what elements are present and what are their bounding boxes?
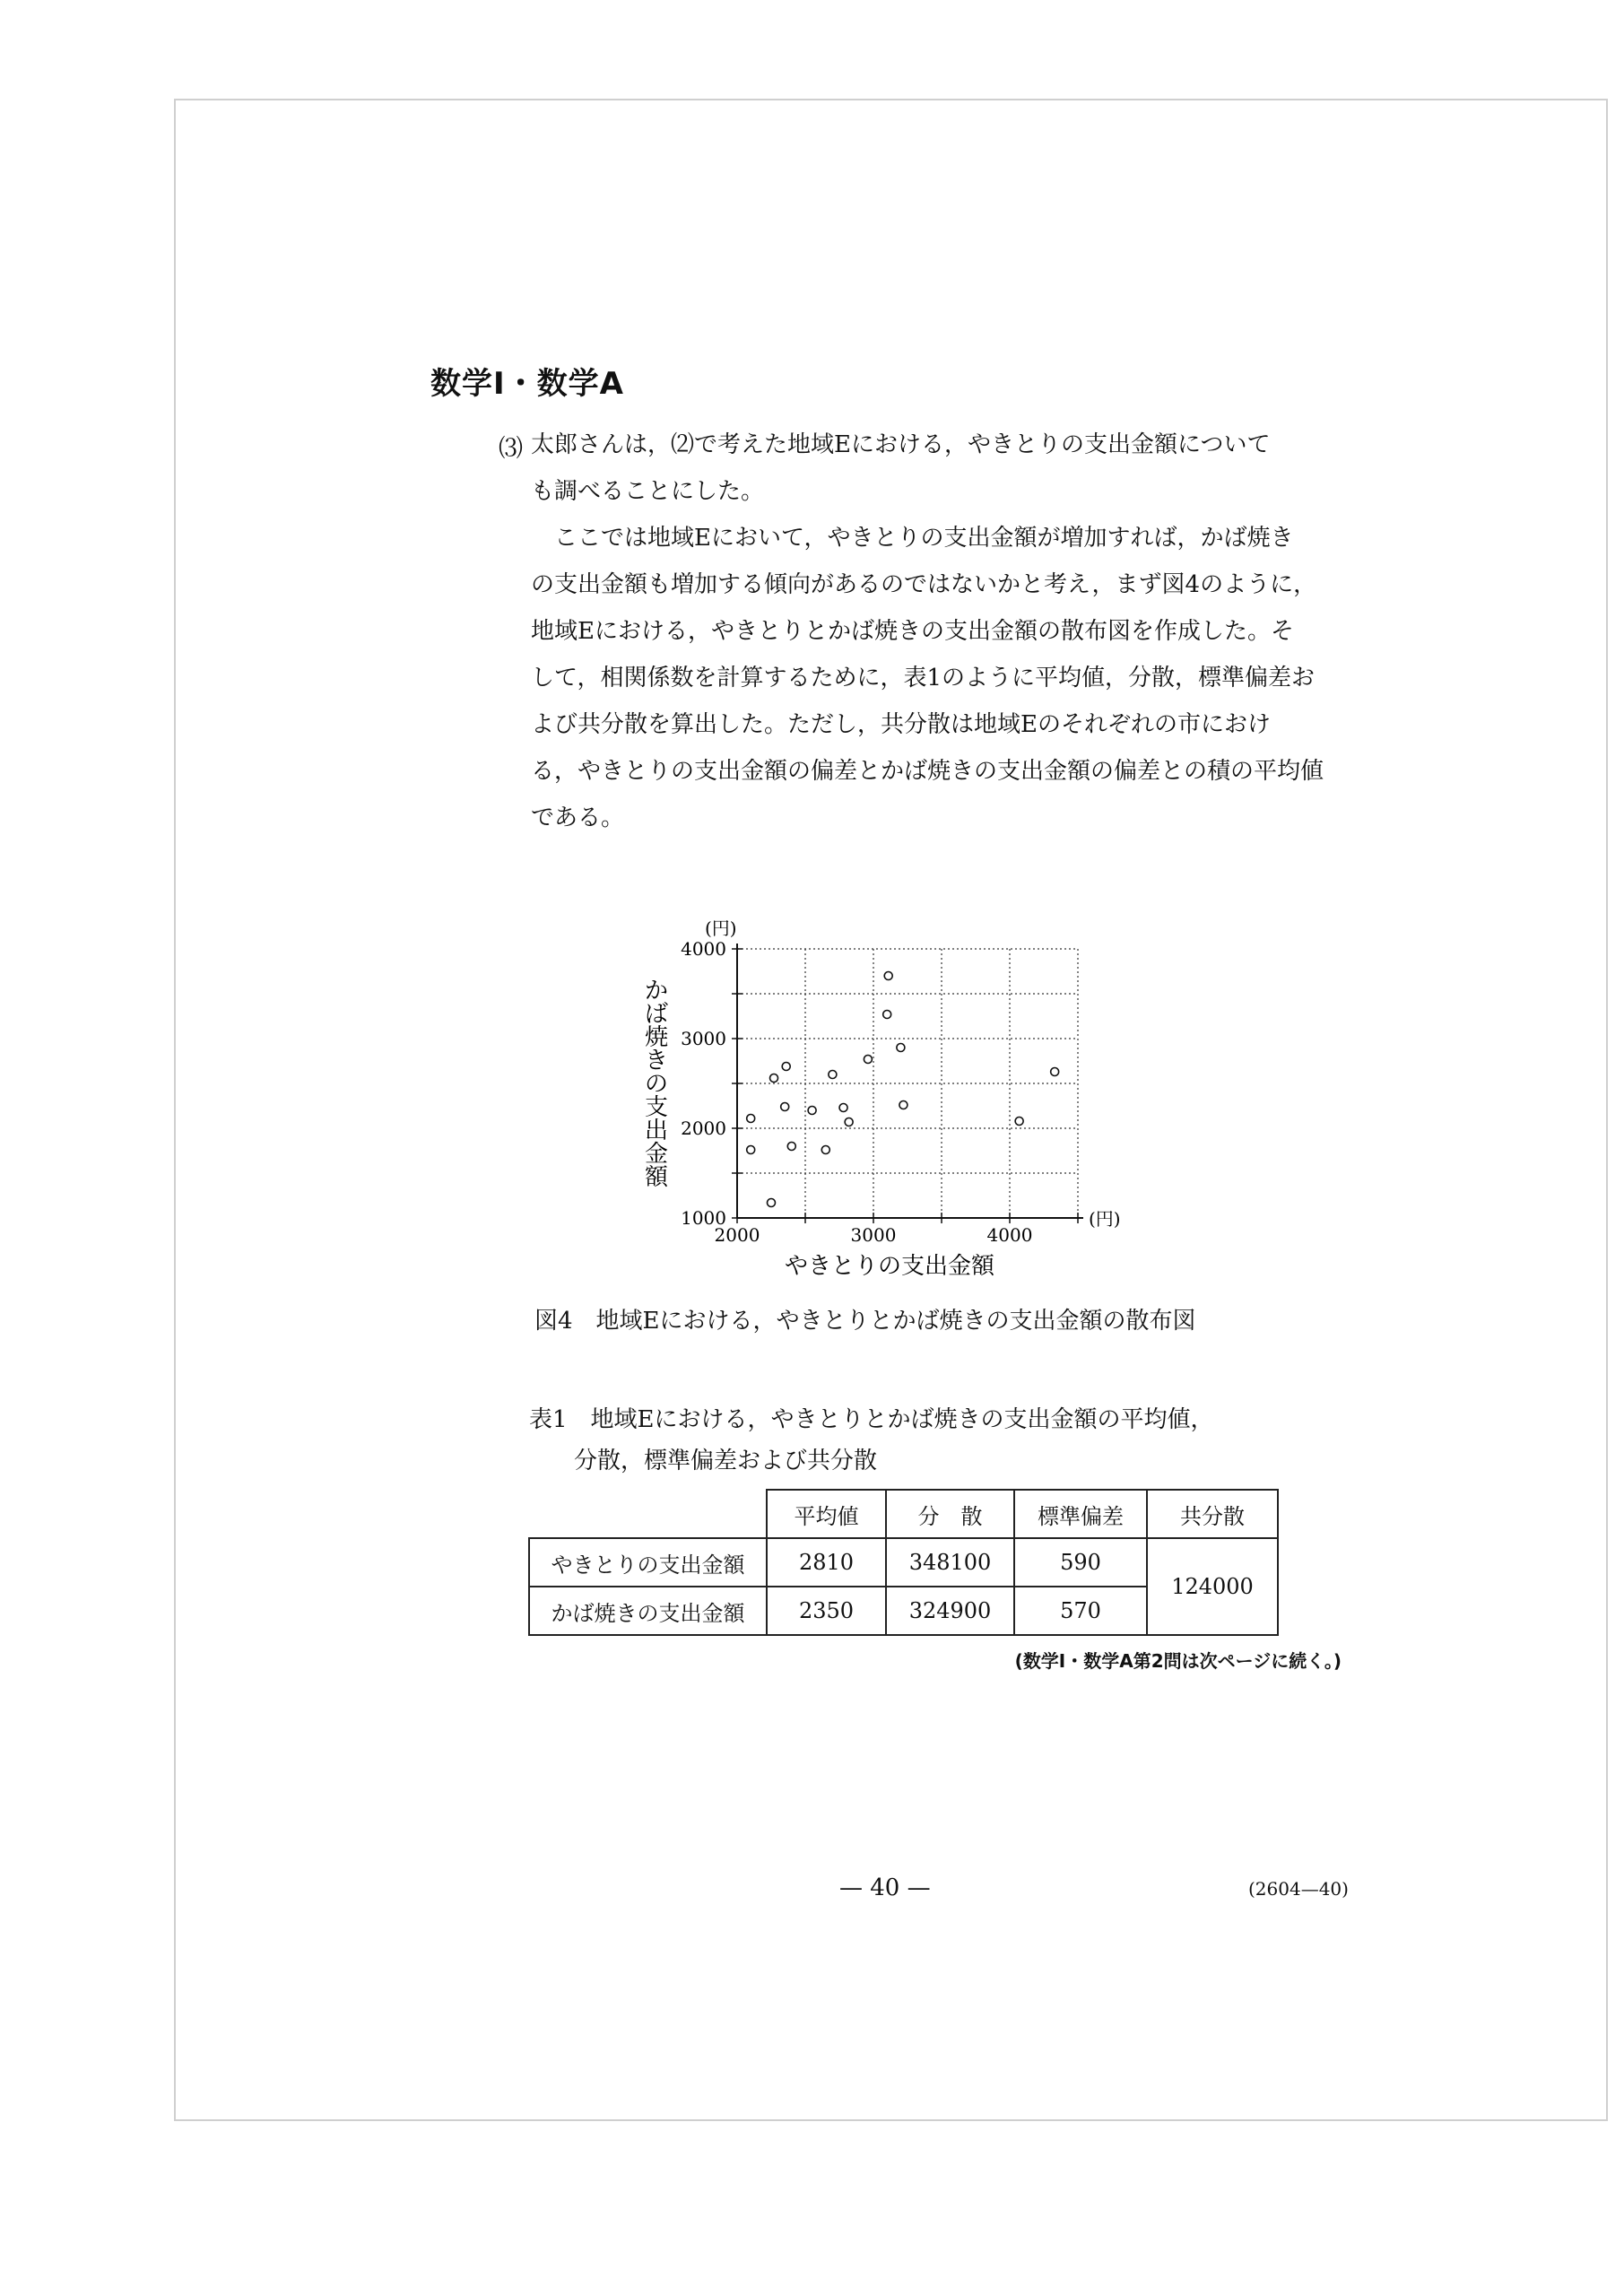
header-variance: 分 散 bbox=[886, 1490, 1014, 1538]
cell-sd: 590 bbox=[1014, 1538, 1147, 1587]
data-point bbox=[781, 1103, 789, 1111]
cell-mean: 2810 bbox=[767, 1538, 886, 1587]
question-number: ⑶ bbox=[499, 435, 523, 463]
text-line: も調べることにした。 bbox=[531, 478, 765, 505]
data-point bbox=[821, 1146, 829, 1154]
scatter-plot bbox=[628, 906, 1166, 1292]
text-line: である。 bbox=[531, 804, 625, 831]
data-point bbox=[899, 1101, 908, 1109]
data-point bbox=[1015, 1118, 1023, 1126]
y-axis-unit: (円) bbox=[705, 918, 737, 939]
y-axis-label: かば焼きの支出金額 bbox=[644, 978, 669, 1191]
page-number: — 40 — bbox=[839, 1874, 931, 1901]
text-line: 太郎さんは，⑵で考えた地域Eにおける，やきとりの支出金額について bbox=[531, 431, 1271, 458]
row-label: やきとりの支出金額 bbox=[529, 1538, 767, 1587]
data-point bbox=[884, 972, 892, 980]
text-line: よび共分散を算出した。ただし，共分散は地域Eのそれぞれの市におけ bbox=[531, 711, 1271, 738]
text-line: の支出金額も増加する傾向があるのではないかと考え，まず図4のように， bbox=[531, 571, 1317, 598]
header-covariance: 共分散 bbox=[1147, 1490, 1278, 1538]
table-caption-line1: 表1 地域Eにおける，やきとりとかば焼きの支出金額の平均値， bbox=[529, 1406, 1214, 1433]
cell-covariance: 124000 bbox=[1147, 1538, 1278, 1635]
data-point bbox=[787, 1143, 795, 1151]
data-point bbox=[1051, 1068, 1059, 1076]
data-point bbox=[864, 1056, 872, 1064]
x-tick-label: 4000 bbox=[986, 1224, 1033, 1246]
chart-tick-labels bbox=[681, 938, 1032, 1246]
continue-note: (数学Ⅰ・数学A第2問は次ページに続く。) bbox=[1014, 1650, 1342, 1672]
row-label: かば焼きの支出金額 bbox=[529, 1587, 767, 1635]
data-point bbox=[897, 1044, 905, 1052]
header-mean: 平均値 bbox=[767, 1490, 886, 1538]
chart-points bbox=[747, 972, 1059, 1207]
data-point bbox=[768, 1199, 776, 1207]
cell-sd: 570 bbox=[1014, 1587, 1147, 1635]
figure-caption: 図4 地域Eにおける，やきとりとかば焼きの支出金額の散布図 bbox=[534, 1308, 1196, 1335]
cell-mean: 2350 bbox=[767, 1587, 886, 1635]
y-tick-label: 1000 bbox=[681, 1207, 726, 1229]
y-tick-label: 2000 bbox=[681, 1118, 726, 1139]
data-point bbox=[747, 1115, 755, 1123]
data-point bbox=[782, 1063, 790, 1071]
table-row bbox=[529, 1538, 1278, 1587]
x-axis-label: やきとりの支出金額 bbox=[784, 1253, 995, 1280]
data-point bbox=[747, 1146, 755, 1154]
table-header-row bbox=[529, 1490, 1278, 1538]
x-tick-label: 2000 bbox=[714, 1224, 760, 1246]
question-intro bbox=[531, 422, 1356, 515]
text-line: ここでは地域Eにおいて，やきとりの支出金額が増加すれば，かば焼き bbox=[531, 525, 1294, 552]
header-sd: 標準偏差 bbox=[1014, 1490, 1147, 1538]
question-body bbox=[531, 515, 1356, 841]
chart-grid bbox=[737, 949, 1078, 1218]
statistics-table bbox=[528, 1489, 1279, 1636]
table-caption-line2: 分散，標準偏差および共分散 bbox=[574, 1448, 878, 1474]
data-point bbox=[839, 1104, 847, 1112]
page-code: (2604—40) bbox=[1248, 1878, 1349, 1900]
table-corner bbox=[529, 1490, 767, 1538]
x-axis-unit: (円) bbox=[1089, 1208, 1121, 1230]
page-title: 数学Ⅰ・数学A bbox=[430, 366, 624, 402]
data-point bbox=[883, 1011, 891, 1019]
data-point bbox=[845, 1118, 853, 1126]
cell-variance: 324900 bbox=[886, 1587, 1014, 1635]
y-tick-label: 4000 bbox=[681, 938, 726, 960]
table-caption bbox=[529, 1399, 1214, 1482]
text-line: る，やきとりの支出金額の偏差とかば焼きの支出金額の偏差との積の平均値 bbox=[531, 758, 1324, 785]
text-line: して，相関係数を計算するために，表1のように平均値，分散，標準偏差お bbox=[531, 665, 1316, 691]
y-tick-label: 3000 bbox=[681, 1028, 726, 1049]
text-line: 地域Eにおける，やきとりとかば焼きの支出金額の散布図を作成した。そ bbox=[531, 618, 1294, 645]
x-tick-label: 3000 bbox=[850, 1224, 897, 1246]
data-point bbox=[829, 1071, 837, 1079]
cell-variance: 348100 bbox=[886, 1538, 1014, 1587]
data-point bbox=[808, 1107, 816, 1115]
data-point bbox=[770, 1074, 778, 1083]
